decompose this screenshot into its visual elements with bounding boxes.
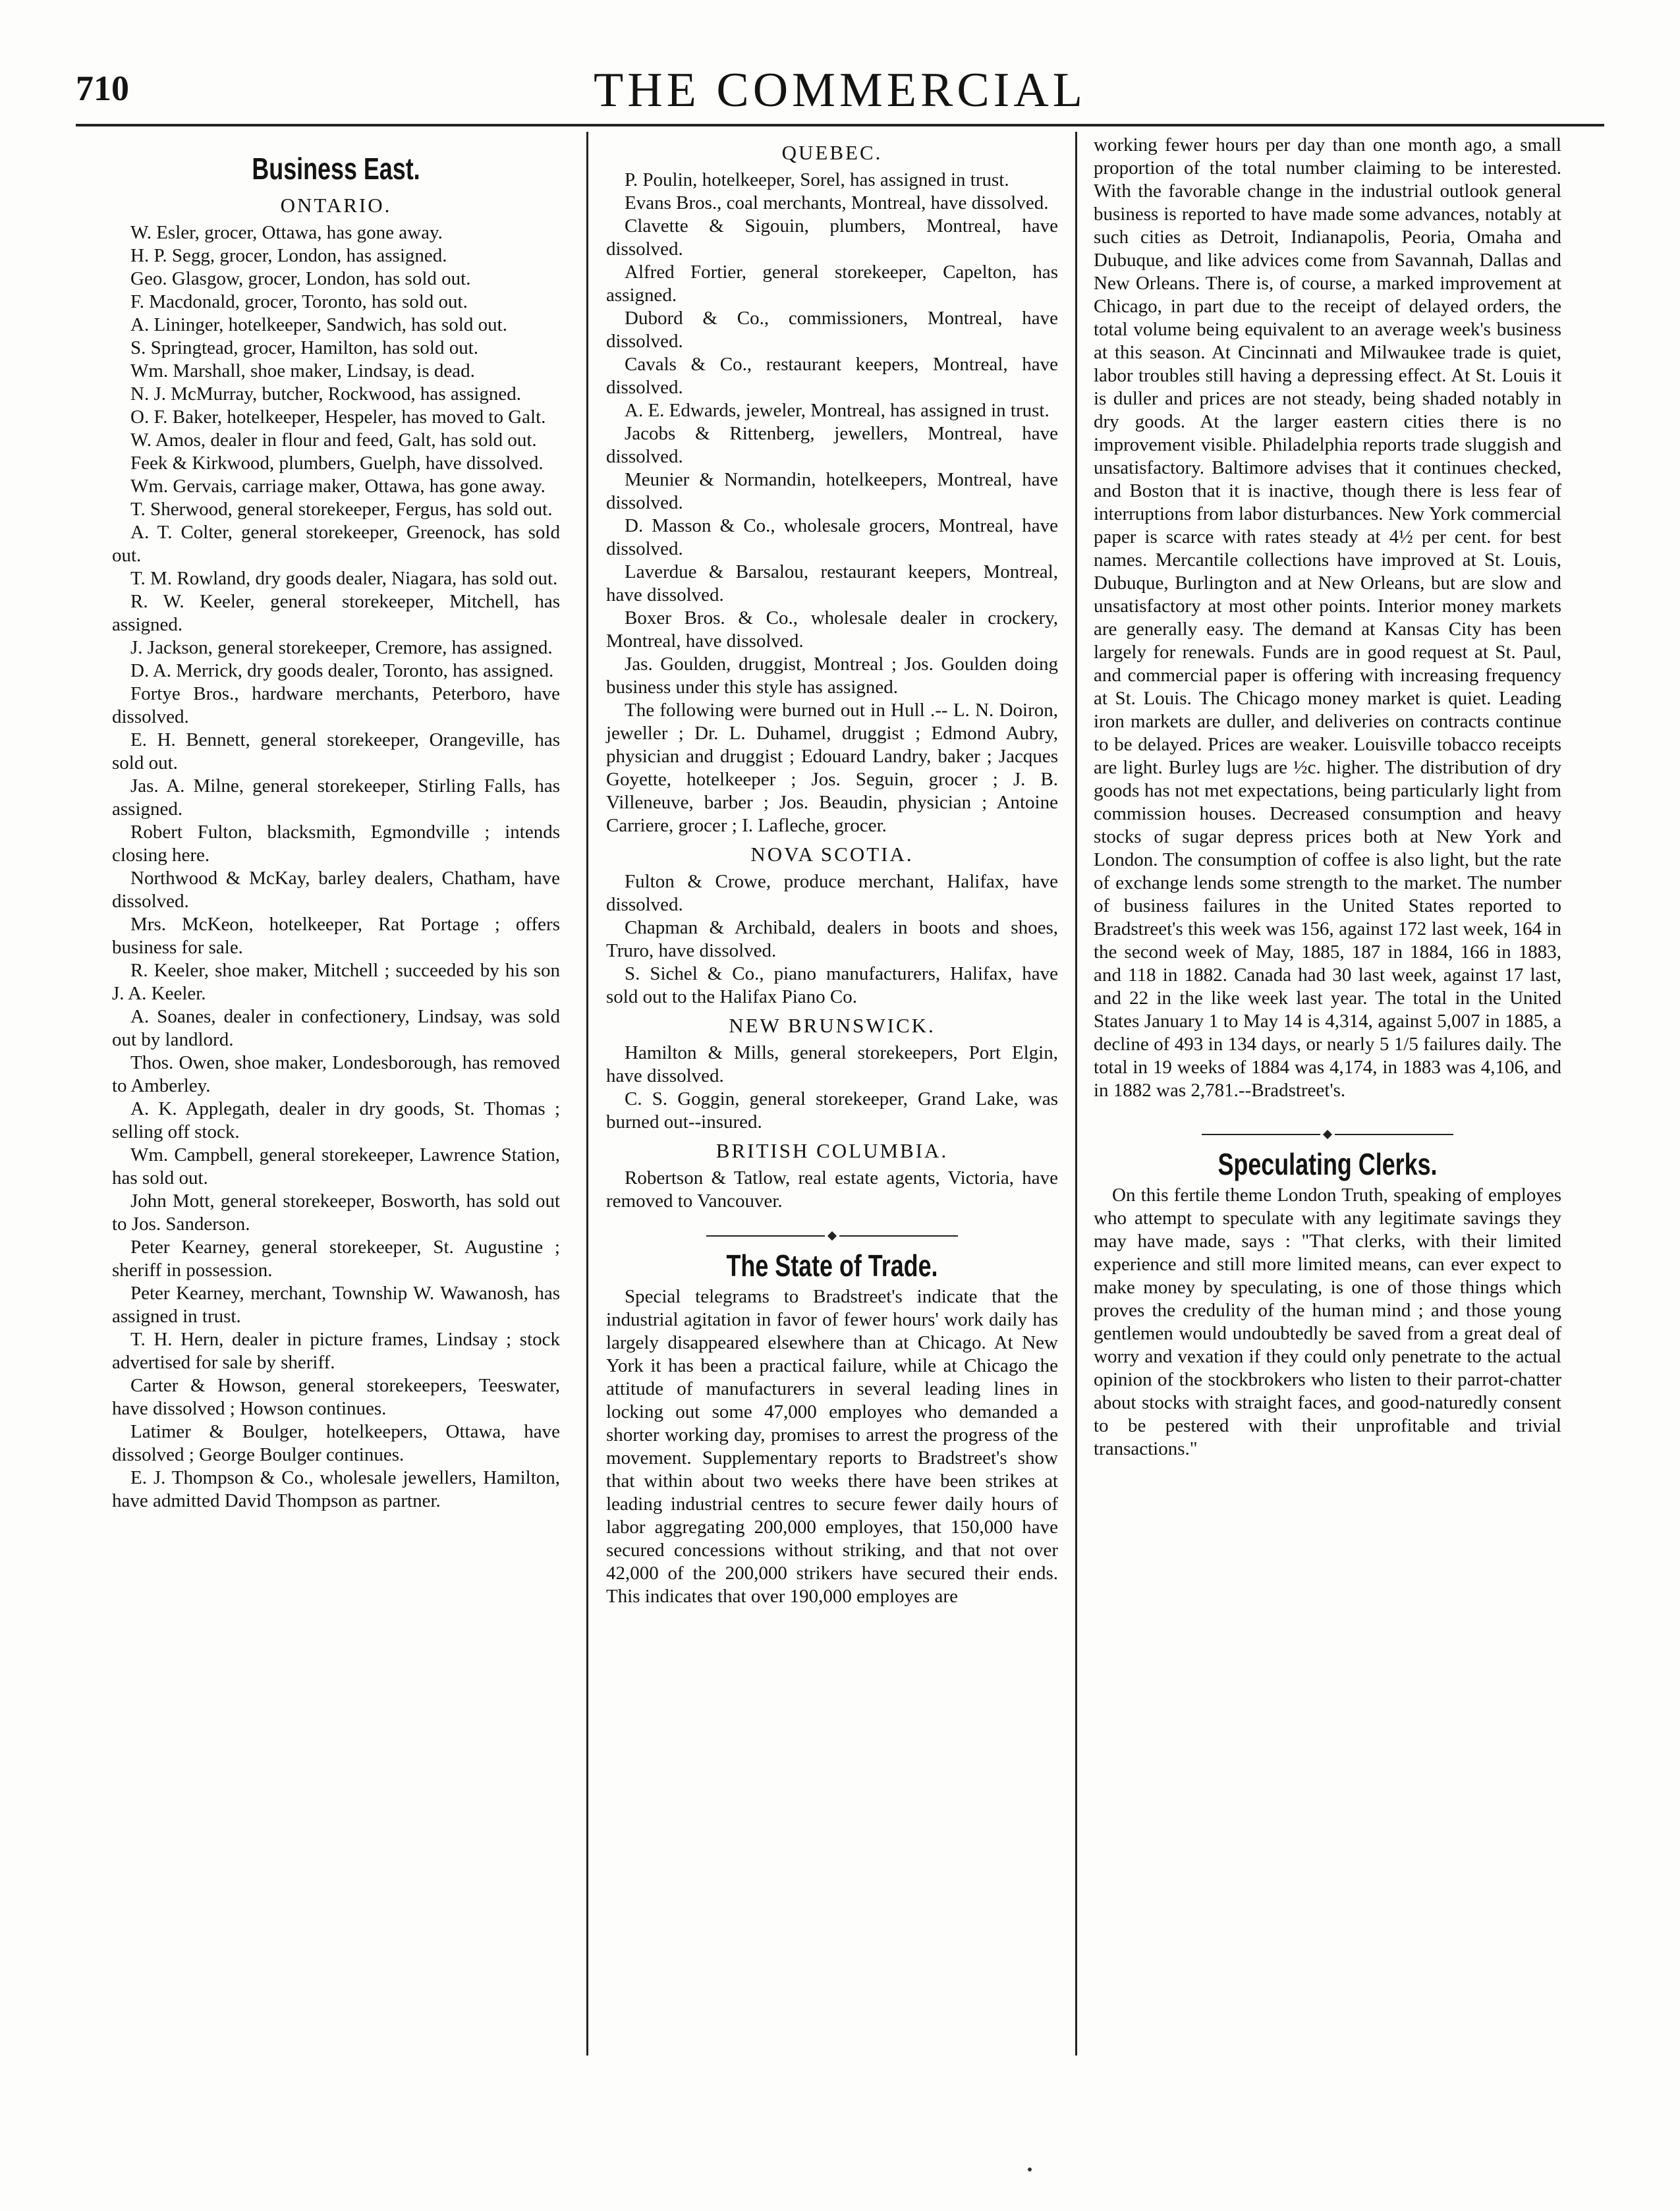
notice-item: Chapman & Archibald, dealers in boots and shoes, Truro, have dissolved. (606, 917, 1058, 961)
notice-item: Fortye Bros., hardware merchants, Peterboro, have dissolved. (112, 683, 560, 727)
notice-item: Wm. Campbell, general storekeeper, Lawrence Station, has sold out. (112, 1144, 560, 1189)
ontario-list (112, 221, 560, 1513)
nova-scotia-list (606, 870, 1058, 1009)
notice-item: H. P. Segg, grocer, London, has assigned. (130, 245, 447, 266)
notice-item: O. F. Baker, hotelkeeper, Hespeler, has moved to Galt. (130, 406, 546, 428)
speculating-clerks-text: On this fertile theme London Truth, speaking of employes who attempt to speculate with any legitimate savings they may have made, says : "That clerks, with their limited experience and still more limited means, can ever expect to make money by speculating, is one of those things which proves the credulity of the human mind ; and those young gentlemen would undoubtedly be saved from a great deal of worry and vexation if they could only penetrate to the actual opinion of the stockbrokers who listen to their parrot-chatter about stocks with straight faces, and good-naturedly consent to be pestered with their unprofitable and trivial transactions." (1094, 1185, 1561, 1459)
notice-item: Laverdue & Barsalou, restaurant keepers, Montreal, have dissolved. (606, 561, 1058, 605)
notice-item: Carter & Howson, general storekeepers, Teeswater, have dissolved ; Howson continues. (112, 1375, 560, 1419)
column-3 (1094, 134, 1561, 1461)
notice-item: Jacobs & Rittenberg, jewellers, Montreal, have dissolved. (606, 423, 1058, 467)
notice-item: A. Lininger, hotelkeeper, Sandwich, has sold out. (130, 314, 507, 335)
british-columbia-heading: BRITISH COLUMBIA. (715, 1139, 949, 1162)
notice-item: Latimer & Boulger, hotelkeepers, Ottawa, have dissolved ; George Boulger continues. (112, 1421, 560, 1465)
notice-item: Feek & Kirkwood, plumbers, Guelph, have dissolved. (130, 453, 544, 474)
ink-mark (1028, 2168, 1032, 2171)
notice-item: A. Soanes, dealer in confectionery, Lindsay, was sold out by landlord. (112, 1006, 560, 1050)
notice-item: W. Amos, dealer in flour and feed, Galt, has sold out. (130, 430, 537, 451)
quebec-list (606, 169, 1058, 837)
notice-item: Cavals & Co., restaurant keepers, Montreal, have dissolved. (606, 354, 1058, 398)
notice-item: Mrs. McKeon, hotelkeeper, Rat Portage ; offers business for sale. (112, 914, 560, 958)
british-columbia-list (606, 1167, 1058, 1213)
notice-item: T. H. Hern, dealer in picture frames, Lindsay ; stock advertised for sale by sheriff. (112, 1329, 560, 1373)
new-brunswick-heading: NEW BRUNSWICK. (729, 1014, 936, 1037)
notice-item: Evans Bros., coal merchants, Montreal, have dissolved. (625, 192, 1049, 213)
notice-item: Fulton & Crowe, produce merchant, Halifax, have dissolved. (606, 871, 1058, 915)
notice-item: J. Jackson, general storekeeper, Cremore, has assigned. (130, 637, 553, 658)
business-east-heading: Business East. (252, 152, 420, 186)
masthead (76, 63, 1604, 115)
notice-item: Geo. Glasgow, grocer, London, has sold out. (130, 268, 471, 289)
notice-item: Northwood & McKay, barley dealers, Chatham, have dissolved. (112, 868, 560, 912)
notice-item: Robert Fulton, blacksmith, Egmondville ; intends closing here. (112, 822, 560, 866)
ontario-heading: ONTARIO. (280, 194, 392, 217)
notice-item: Meunier & Normandin, hotelkeepers, Montreal, have dissolved. (606, 469, 1058, 513)
new-brunswick-list (606, 1042, 1058, 1134)
notice-item: Clavette & Sigouin, plumbers, Montreal, have dissolved. (606, 215, 1058, 260)
nova-scotia-heading: NOVA SCOTIA. (750, 843, 914, 866)
quebec-heading: QUEBEC. (781, 141, 883, 164)
notice-item: Peter Kearney, merchant, Township W. Wawanosh, has assigned in trust. (112, 1283, 560, 1327)
notice-item: P. Poulin, hotelkeeper, Sorel, has assigned in trust. (625, 169, 1009, 190)
speculating-clerks-heading: Speculating Clerks. (1218, 1147, 1438, 1181)
notice-item: Robertson & Tatlow, real estate agents, Victoria, have removed to Vancouver. (606, 1167, 1058, 1212)
notice-item: S. Sichel & Co., piano manufacturers, Halifax, have sold out to the Halifax Piano Co. (606, 963, 1058, 1007)
notice-item: Jas. Goulden, druggist, Montreal ; Jos. Goulden doing business under this style has assigned. (606, 654, 1058, 698)
column-1 (112, 149, 560, 1513)
notice-item: Jas. A. Milne, general storekeeper, Stirling Falls, has assigned. (112, 775, 560, 820)
notice-item: Peter Kearney, general storekeeper, St. Augustine ; sheriff in possession. (112, 1237, 560, 1281)
notice-item: S. Springtead, grocer, Hamilton, has sold out. (130, 337, 479, 358)
notice-item: T. M. Rowland, dry goods dealer, Niagara, has sold out. (130, 568, 558, 589)
notice-item: A. T. Colter, general storekeeper, Greenock, has sold out. (112, 522, 560, 566)
notice-item: Wm. Gervais, carriage maker, Ottawa, has gone away. (130, 476, 546, 497)
notice-item: R. W. Keeler, general storekeeper, Mitchell, has assigned. (112, 591, 560, 635)
notice-item: Boxer Bros. & Co., wholesale dealer in crockery, Montreal, have dissolved. (606, 607, 1058, 652)
notice-item: F. Macdonald, grocer, Toronto, has sold out. (130, 291, 468, 312)
header-rule (76, 124, 1604, 126)
notice-item: Wm. Marshall, shoe maker, Lindsay, is dead. (130, 360, 475, 381)
section-ornament (606, 1223, 1058, 1237)
notice-item: The following were burned out in Hull .-- L. N. Doiron, jeweller ; Dr. L. Duhamel, druggist ; Edmond Aubry, physician and druggist ; Edouard Landry, baker ; Jacques Goyette, hotelkeeper ; Jos. Seguin, grocer ; J. B. Villeneuve, barber ; Jos. Beaudin, physician ; Antoine Carriere, grocer ; I. Lafleche, grocer. (606, 700, 1058, 836)
notice-item: T. Sherwood, general storekeeper, Fergus, has sold out. (130, 499, 553, 520)
state-of-trade-continued: working fewer hours per day than one month ago, a small proportion of the total number claiming to be interested. With the favorable change in the industrial outlook general business is reported to have made some advances, notably at such cities as Detroit, Indianapolis, Peoria, Omaha and Dubuque, and like advices come from Savannah, Dallas and New Orleans. There is, of course, a marked improvement at Chicago, in part due to the receipt of delayed orders, the total volume being equivalent to an average week's business at this season. At Cincinnati and Milwaukee trade is quiet, labor troubles still having a depressing effect. At St. Louis it is duller and prices are not steady, being shaded notably in dry goods. At the larger eastern cities there is no improvement visible. Philadelphia reports trade sluggish and unsatisfactory. Baltimore advises that it continues checked, and Boston that it is inactive, though there is less fear of interruptions from labor disturbances. New York commercial paper is scarce with rates steady at 4½ per cent. for best names. Mercantile collections have improved at St. Louis, Dubuque, Burlington and at New Orleans, but are slow and unsatisfactory at most other points. Interior money markets are generally easy. The demand at Kansas City has been largely for renewals. Funds are in good request at St. Paul, and commercial paper is offering with increasing frequency at St. Louis. The Chicago money market is quiet. Leading iron markets are duller, and deliveries on contracts continue to be delayed. Prices are weaker. Louisville tobacco receipts are light. Burley lugs are ½c. higher. The distribution of dry goods has not met expectations, being particularly light from commission houses. Decreased consumption and heavy stocks of sugar depress prices both at New York and London. The consumption of coffee is also light, but the rate of exchange lends some strength to the market. The number of business failures in the United States reported to Bradstreet's this week was 156, against 172 last week, 164 in the second week of May, 1885, 187 in 1884, 166 in 1883, and 118 in 1882. Canada had 30 last week, against 17 last, and 22 in the like week last year. The total in the United States January 1 to May 14 is 4,314, against 5,007 in 1885, a decline of 493 in 134 days, or nearly 5 1/5 failures daily. The total in 19 weeks of 1884 was 4,174, in 1883 was 4,106, and in 1882 was 2,781.--Bradstreet's. (1094, 134, 1561, 1101)
notice-item: Thos. Owen, shoe maker, Londesborough, has removed to Amberley. (112, 1052, 560, 1096)
notice-item: Hamilton & Mills, general storekeepers, Port Elgin, have dissolved. (606, 1042, 1058, 1086)
notice-item: John Mott, general storekeeper, Bosworth, has sold out to Jos. Sanderson. (112, 1190, 560, 1235)
publication-title: THE COMMERCIAL (594, 63, 1086, 117)
notice-item: N. J. McMurray, butcher, Rockwood, has assigned. (130, 383, 521, 405)
state-of-trade-text: Special telegrams to Bradstreet's indicate that the industrial agitation in favor of fewer hours' work daily has largely disappeared elsewhere than at Chicago. At New York it has been a practical failure, while at Chicago the attitude of manufacturers in several leading lines in locking out some 47,000 employes who demanded a shorter working day, promises to arrest the progress of the movement. Supplementary reports to Bradstreet's show that within about two weeks there have been strikes at leading industrial centres to secure fewer daily hours of labor aggregating 200,000 employes, that 150,000 have secured concessions without striking, and that not over 42,000 of the 200,000 strikers have secured their ends. This indicates that over 190,000 employes are (606, 1286, 1058, 1607)
notice-item: R. Keeler, shoe maker, Mitchell ; succeeded by his son J. A. Keeler. (112, 960, 560, 1004)
state-of-trade-heading: The State of Trade. (726, 1248, 938, 1283)
notice-item: C. S. Goggin, general storekeeper, Grand Lake, was burned out--insured. (606, 1088, 1058, 1133)
notice-item: A. K. Applegath, dealer in dry goods, St. Thomas ; selling off stock. (112, 1098, 560, 1142)
notice-item: D. Masson & Co., wholesale grocers, Montreal, have dissolved. (606, 515, 1058, 559)
notice-item: D. A. Merrick, dry goods dealer, Toronto, has assigned. (130, 660, 554, 681)
column-2 (606, 140, 1058, 1608)
notice-item: E. H. Bennett, general storekeeper, Orangeville, has sold out. (112, 729, 560, 773)
column-divider-1 (586, 132, 588, 2056)
column-divider-2 (1075, 132, 1077, 2056)
notice-item: A. E. Edwards, jeweler, Montreal, has assigned in trust. (625, 400, 1050, 421)
section-ornament (1094, 1122, 1561, 1135)
notice-item: Dubord & Co., commissioners, Montreal, have dissolved. (606, 308, 1058, 352)
notice-item: W. Esler, grocer, Ottawa, has gone away. (130, 222, 443, 243)
notice-item: Alfred Fortier, general storekeeper, Capelton, has assigned. (606, 262, 1058, 306)
page-number: 710 (76, 69, 129, 108)
notice-item: E. J. Thompson & Co., wholesale jewellers, Hamilton, have admitted David Thompson as partner. (112, 1467, 560, 1511)
